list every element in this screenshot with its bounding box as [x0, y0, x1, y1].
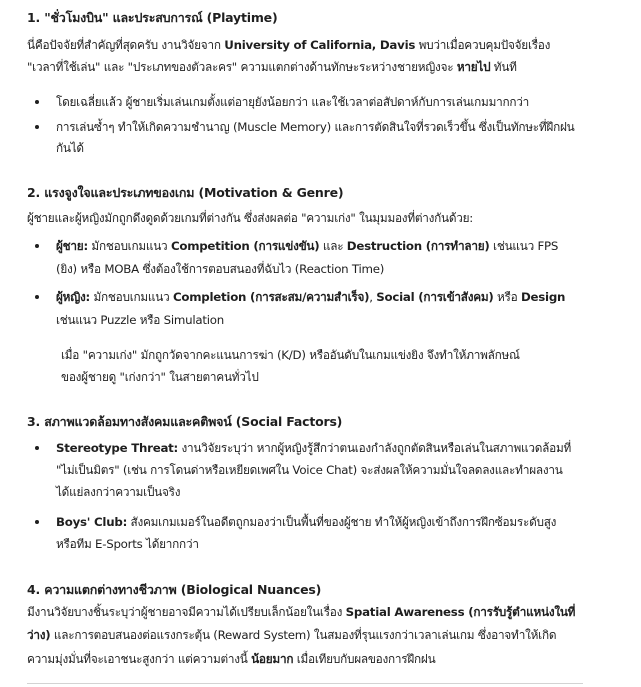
bold-label: Stereotype Threat: — [56, 441, 179, 455]
paragraph-line — [27, 59, 517, 75]
list-item: โดยเฉลี่ยแล้ว ผู้ชายเริ่มเล่นเกมตั้งแต่อายุยังน้อยกว่า และใช้เวลาต่อสัปดาห์กับการเล่นเกมมากกว่า — [56, 95, 530, 109]
list-item-continuation: ได้แย่ลงกว่าความเป็นจริง — [56, 485, 181, 499]
bullet-icon — [35, 295, 39, 299]
text: งานวิจัยระบุว่า หากผู้หญิงรู้สึกว่าตนเองกำลังถูกตัดสินหรือเล่นในสภาพแวดล้อมที่ — [178, 441, 572, 455]
list-item-stereotype — [56, 440, 571, 456]
bold-label: Boys' Club: — [56, 515, 128, 529]
text: ความมุ่งมั่นที่จะเอาชนะสูงกว่า แต่ความต่างนี้ — [27, 652, 252, 666]
list-item-continuation: หรือทีม E-Sports ได้ยากกว่า — [56, 537, 199, 551]
list-item-men — [56, 238, 558, 254]
bold-text: Completion (การสะสม/ความสำเร็จ) — [172, 290, 370, 304]
bold-text: Social (การเข้าสังคม) — [376, 290, 494, 304]
bold-label: ผู้ชาย: — [56, 239, 88, 253]
text: มีงานวิจัยบางชิ้นระบุว่าผู้ชายอาจมีความได้เปรียบเล็กน้อยในเรื่อง — [27, 605, 346, 619]
list-item-continuation: เช่นแนว Puzzle หรือ Simulation — [56, 313, 224, 327]
text: พบว่าเมื่อควบคุมปัจจัยเรื่อง — [415, 38, 551, 52]
text: และ — [319, 239, 347, 253]
bold-text: University of California, Davis — [224, 38, 416, 52]
text: หรือ — [493, 290, 521, 304]
bold-text: หายไป — [456, 60, 491, 74]
text: เมื่อเทียบกับผลของการฝึกฝน — [293, 652, 436, 666]
text: มักชอบเกมแนว — [87, 239, 171, 253]
bullet-icon — [35, 100, 39, 104]
text: นี่คือปัจจัยที่สำคัญที่สุดครับ งานวิจัยจาก — [27, 38, 225, 52]
text: "เวลาที่ใช้เล่น" และ "ประเภทของตัวละคร" ความแตกต่างด้านทักษะระหว่างชายหญิงจะ — [27, 60, 457, 74]
paragraph-line: ผู้ชายและผู้หญิงมักถูกดึงดูดด้วยเกมที่ต่างกัน ซึ่งส่งผลต่อ "ความเก่ง" ในมุมมองที่ต่างกันด้วย: — [27, 211, 474, 225]
list-item: การเล่นซ้ำๆ ทำให้เกิดความชำนาญ (Muscle Memory) และการตัดสินใจที่รวดเร็วขึ้น ซึ่งเป็นทักษะที่ฝึกฝน — [56, 120, 575, 134]
list-item-continuation: (ยิง) หรือ MOBA ซึ่งต้องใช้การตอบสนองที่ฉับไว (Reaction Time) — [56, 262, 385, 276]
bold-text: ว่าง) — [27, 628, 51, 642]
list-item-continuation: กันได้ — [56, 141, 84, 155]
bullet-icon — [35, 446, 39, 450]
text: มักชอบเกมแนว — [89, 290, 173, 304]
bold-text: Design — [520, 290, 566, 304]
text: สังคมเกมเมอร์ในอดีตถูกมองว่าเป็นพื้นที่ของผู้ชาย ทำให้ผู้หญิงเข้าถึงการฝึกซ้อมระดับสูง — [127, 515, 557, 529]
bold-label: ผู้หญิง: — [56, 290, 90, 304]
section-heading-motivation: 2. แรงจูงใจและประเภทของเกม (Motivation & Genre) — [27, 185, 344, 200]
list-item-boys-club — [56, 514, 556, 530]
bold-text: Competition (การแข่งขัน) — [170, 239, 320, 253]
paragraph-line — [27, 627, 556, 643]
paragraph-line — [27, 651, 435, 667]
section-heading-playtime: 1. "ชั่วโมงบิน" และประสบการณ์ (Playtime) — [27, 10, 278, 25]
list-item-continuation: "ไม่เป็นมิตร" (เช่น การโดนด่าหรือเหยียดเพศใน Voice Chat) จะส่งผลให้ความมั่นใจลดลงและทำผลงาน — [56, 463, 563, 477]
list-item-women — [56, 289, 565, 305]
bullet-icon — [35, 520, 39, 524]
section-heading-social: 3. สภาพแวดล้อมทางสังคมและคติพจน์ (Social Factors) — [27, 414, 343, 429]
blockquote-line: เมื่อ "ความเก่ง" มักถูกวัดจากคะแนนการฆ่า (K/D) หรืออันดับในเกมแข่งยิง จึงทำให้ภาพลักษณ์ — [61, 348, 520, 362]
section-heading-biological: 4. ความแตกต่างทางชีวภาพ (Biological Nuances) — [27, 582, 322, 597]
bullet-icon — [35, 125, 39, 129]
bold-text: น้อยมาก — [251, 652, 294, 666]
bold-text: Spatial Awareness (การรับรู้ตำแหน่งในที่ — [345, 605, 576, 619]
text: ทันที — [490, 60, 517, 74]
horizontal-divider — [27, 683, 583, 684]
text: , — [369, 290, 377, 304]
text: และการตอบสนองต่อแรงกระตุ้น (Reward System) ในสมองที่รุนแรงกว่าเวลาเล่นเกม ซึ่งอาจทำให้เกิด — [50, 628, 557, 642]
paragraph-line — [27, 604, 575, 620]
paragraph-line — [27, 37, 550, 53]
blockquote-line: ของผู้ชายดู "เก่งกว่า" ในสายตาคนทั่วไป — [61, 370, 259, 384]
bullet-icon — [35, 244, 39, 248]
bold-text: Destruction (การทำลาย) — [346, 239, 490, 253]
text: เช่นแนว FPS — [489, 239, 559, 253]
